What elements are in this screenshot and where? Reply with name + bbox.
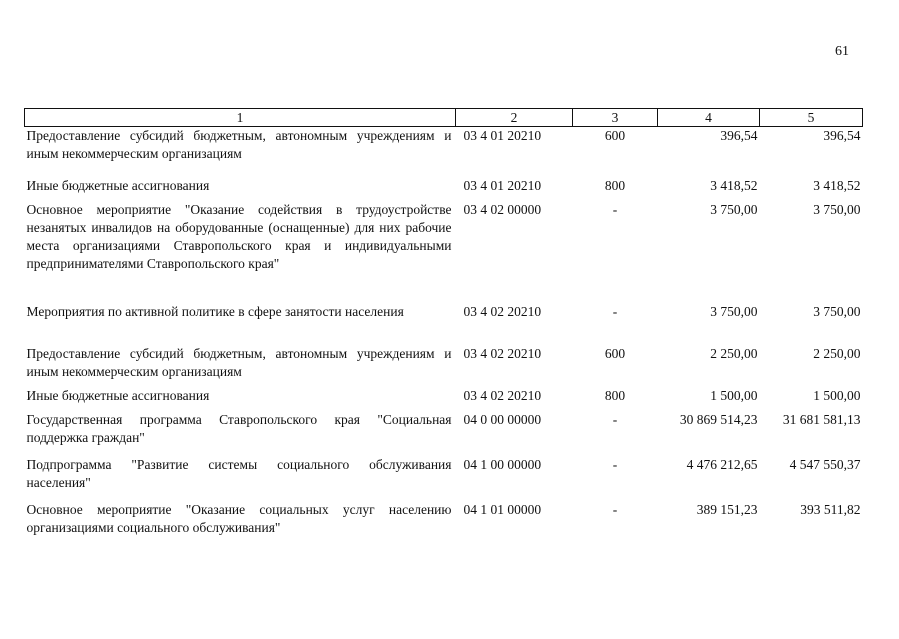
row-expense-type: - (612, 456, 618, 472)
row-name: Предоставление субсидий бюджетным, автономным учреждениям и иным некоммерческим организациям (26, 128, 452, 161)
header-col-2: 2 (456, 109, 573, 127)
budget-table (24, 108, 863, 546)
row-expense-type: - (612, 303, 618, 319)
row-name: Мероприятия по активной политике в сфере занятости населения (26, 303, 404, 319)
table-row (25, 177, 863, 201)
row-name: Иные бюджетные ассигнования (26, 177, 210, 193)
row-code: 04 1 00 00000 (463, 456, 542, 472)
row-amount-col5: 3 750,00 (813, 201, 861, 217)
table-row (25, 501, 863, 546)
table-row (25, 456, 863, 501)
row-expense-type: - (612, 411, 618, 427)
row-expense-type: - (612, 201, 618, 217)
page-number: 61 (835, 44, 849, 59)
row-amount-col5: 1 500,00 (813, 387, 861, 403)
row-code: 03 4 02 20210 (463, 303, 542, 319)
row-name: Основное мероприятие "Оказание содействия в трудоустройстве незанятых инвалидов на оборудованные (оснащенные) для них рабочие места организациями Ставропольского края и индивидуальными предпринимателями Ставропольского края" (26, 201, 452, 271)
header-col-4: 4 (658, 109, 760, 127)
row-name: Подпрограмма "Развитие системы социального обслуживания населения" (26, 456, 452, 490)
row-code: 03 4 01 20210 (463, 177, 542, 193)
row-code: 04 1 01 00000 (463, 501, 542, 517)
row-name: Основное мероприятие "Оказание социальных услуг населению организациями социального обслуживания" (26, 501, 452, 535)
row-amount-col5: 3 750,00 (813, 303, 861, 319)
row-amount-col4: 30 869 514,23 (679, 411, 758, 427)
header-col-5: 5 (760, 109, 863, 127)
row-name: Предоставление субсидий бюджетным, автономным учреждениям и иным некоммерческим организациям (26, 345, 452, 379)
row-code: 03 4 02 20210 (463, 387, 542, 403)
row-amount-col4: 3 750,00 (710, 303, 758, 319)
row-expense-type: 800 (604, 387, 626, 403)
row-amount-col5: 3 418,52 (813, 177, 861, 193)
row-amount-col4: 3 418,52 (710, 177, 758, 193)
row-amount-col5: 4 547 550,37 (789, 456, 861, 472)
row-expense-type: - (612, 501, 618, 517)
row-name: Иные бюджетные ассигнования (26, 387, 210, 403)
row-amount-col5: 31 681 581,13 (782, 411, 861, 427)
row-amount-col4: 1 500,00 (710, 387, 758, 403)
row-code: 03 4 02 00000 (463, 201, 542, 217)
row-expense-type: 800 (604, 177, 626, 193)
table-row (25, 201, 863, 303)
header-col-3: 3 (573, 109, 658, 127)
header-col-1: 1 (25, 109, 456, 127)
row-expense-type: 600 (604, 128, 626, 143)
table-row (25, 387, 863, 411)
header-row (25, 109, 863, 127)
table-row (25, 411, 863, 456)
row-amount-col5: 396,54 (823, 128, 861, 143)
row-code: 03 4 02 20210 (463, 345, 542, 361)
row-amount-col4: 396,54 (720, 128, 758, 143)
row-code: 04 0 00 00000 (463, 411, 542, 427)
row-amount-col4: 3 750,00 (710, 201, 758, 217)
row-amount-col5: 2 250,00 (813, 345, 861, 361)
table-row (25, 303, 863, 345)
row-name: Государственная программа Ставропольского края "Социальная поддержка граждан" (26, 411, 452, 445)
row-expense-type: 600 (604, 345, 626, 361)
row-amount-col5: 393 511,82 (800, 501, 861, 517)
row-amount-col4: 4 476 212,65 (686, 456, 758, 472)
table-row (25, 345, 863, 387)
row-amount-col4: 2 250,00 (710, 345, 758, 361)
row-amount-col4: 389 151,23 (696, 501, 758, 517)
row-code: 03 4 01 20210 (463, 128, 542, 143)
table-row (25, 127, 863, 177)
